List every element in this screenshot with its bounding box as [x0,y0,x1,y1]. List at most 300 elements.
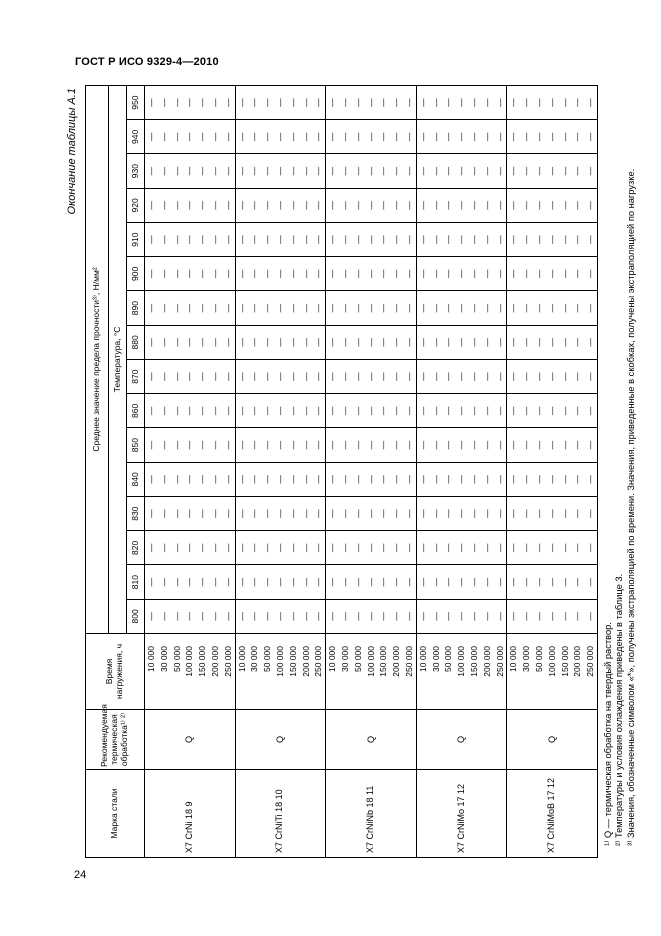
value-cell: — [403,257,416,291]
value-cell: — [416,428,429,462]
value-cell: — [468,497,481,531]
value-cell: — [287,120,300,154]
value-cell: — [546,599,559,633]
value-cell: — [468,85,481,119]
temp-header-cell: 850 [127,428,145,462]
value-cell: — [196,85,209,119]
value-cell: — [403,428,416,462]
value-cell: — [248,291,261,325]
value-cell: — [248,428,261,462]
value-cell: — [158,154,171,188]
value-cell: — [533,428,546,462]
value-cell: — [455,360,468,394]
value-cell: — [145,325,158,359]
value-cell: — [390,360,403,394]
value-cell: — [222,325,235,359]
value-cell: — [209,462,222,496]
value-cell: — [416,120,429,154]
value-cell: — [274,154,287,188]
time-cell: 200 000 [390,634,403,710]
value-cell: — [494,188,507,222]
steel-grade-cell: X7 CrNi 18 9 [145,770,236,858]
value-cell: — [183,497,196,531]
value-cell: — [196,360,209,394]
value-cell: — [390,531,403,565]
value-cell: — [494,325,507,359]
value-cell: — [468,394,481,428]
temp-header-cell: 900 [127,257,145,291]
value-cell: — [365,188,378,222]
value-cell: — [546,360,559,394]
rotated-table-block [66,86,650,858]
value-cell: — [507,223,520,257]
treatment-cell: Q [326,710,417,770]
value-cell: — [468,360,481,394]
value-cell: — [571,257,584,291]
value-cell: — [274,223,287,257]
value-cell: — [145,428,158,462]
treatment-cell: Q [416,710,507,770]
value-cell: — [312,120,325,154]
value-cell: — [287,565,300,599]
value-cell: — [145,223,158,257]
value-cell: — [326,394,339,428]
value-cell: — [209,257,222,291]
value-cell: — [571,531,584,565]
value-cell: — [468,154,481,188]
value-cell: — [481,497,494,531]
time-cell: 200 000 [209,634,222,710]
value-cell: — [390,291,403,325]
value-cell: — [158,394,171,428]
value-cell: — [533,291,546,325]
value-cell: — [235,531,248,565]
footnote-item: ³⁾ Значения, обозначенные символом «*», получены экстраполяцией по времени. Значения, приведенные в скобках, получены экстраполяцией по нагрузке. [625,168,636,846]
value-cell: — [248,85,261,119]
value-cell: — [300,394,313,428]
page-number: 24 [74,869,87,881]
value-cell: — [571,120,584,154]
value-cell: — [481,291,494,325]
value-cell: — [416,325,429,359]
value-cell: — [377,257,390,291]
time-cell: 250 000 [403,634,416,710]
value-cell: — [196,325,209,359]
value-cell: — [209,120,222,154]
value-cell: — [430,325,443,359]
value-cell: — [520,428,533,462]
value-cell: — [546,394,559,428]
value-cell: — [261,120,274,154]
value-cell: — [365,154,378,188]
value-cell: — [326,257,339,291]
value-cell: — [196,154,209,188]
value-cell: — [209,394,222,428]
value-cell: — [533,223,546,257]
value-cell: — [494,462,507,496]
value-cell: — [416,257,429,291]
value-cell: — [171,257,184,291]
value-cell: — [546,497,559,531]
table-row [507,85,520,857]
value-cell: — [209,360,222,394]
value-cell: — [196,188,209,222]
value-cell: — [494,531,507,565]
value-cell: — [300,154,313,188]
value-cell: — [339,360,352,394]
value-cell: — [196,120,209,154]
value-cell: — [261,223,274,257]
value-cell: — [377,154,390,188]
time-cell: 30 000 [248,634,261,710]
footnote-item: ²⁾ Температуры и условия охлаждения приведены в таблице 3. [614,573,625,846]
value-cell: — [183,257,196,291]
heat-treatment-header: Рекомендуемая термическая обработка¹⁾ ²⁾ [86,710,145,770]
value-cell: — [507,120,520,154]
value-cell: — [287,599,300,633]
value-cell: — [377,462,390,496]
value-cell: — [584,599,597,633]
value-cell: — [287,325,300,359]
value-cell: — [571,599,584,633]
value-cell: — [352,531,365,565]
value-cell: — [430,497,443,531]
value-cell: — [183,565,196,599]
value-cell: — [274,325,287,359]
value-cell: — [403,291,416,325]
value-cell: — [287,394,300,428]
value-cell: — [546,325,559,359]
value-cell: — [287,531,300,565]
time-cell: 10 000 [145,634,158,710]
value-cell: — [430,85,443,119]
value-cell: — [365,428,378,462]
value-cell: — [584,565,597,599]
value-cell: — [507,599,520,633]
value-cell: — [158,85,171,119]
table-header [86,85,145,857]
value-cell: — [352,120,365,154]
value-cell: — [507,360,520,394]
value-cell: — [430,188,443,222]
value-cell: — [300,360,313,394]
value-cell: — [390,428,403,462]
value-cell: — [235,291,248,325]
value-cell: — [494,394,507,428]
value-cell: — [326,360,339,394]
value-cell: — [222,565,235,599]
value-cell: — [533,257,546,291]
value-cell: — [520,291,533,325]
value-cell: — [222,599,235,633]
value-cell: — [261,188,274,222]
value-cell: — [158,565,171,599]
value-cell: — [584,257,597,291]
value-cell: — [416,188,429,222]
value-cell: — [274,462,287,496]
value-cell: — [455,428,468,462]
value-cell: — [365,223,378,257]
value-cell: — [248,188,261,222]
value-cell: — [274,394,287,428]
load-time-header: Время нагружения, ч [86,634,145,710]
steel-grade-cell: X7 CrNiMoB 17 12 [507,770,598,858]
value-cell: — [584,154,597,188]
value-cell: — [365,120,378,154]
value-cell: — [546,565,559,599]
time-cell: 100 000 [546,634,559,710]
value-cell: — [339,394,352,428]
value-cell: — [507,394,520,428]
value-cell: — [235,120,248,154]
time-cell: 30 000 [520,634,533,710]
value-cell: — [559,599,572,633]
value-cell: — [377,85,390,119]
value-cell: — [326,531,339,565]
value-cell: — [222,188,235,222]
value-cell: — [261,85,274,119]
value-cell: — [559,188,572,222]
time-cell: 200 000 [300,634,313,710]
temp-header-cell: 920 [127,188,145,222]
value-cell: — [183,291,196,325]
value-cell: — [390,462,403,496]
value-cell: — [365,599,378,633]
value-cell: — [339,599,352,633]
value-cell: — [455,257,468,291]
value-cell: — [235,257,248,291]
value-cell: — [274,599,287,633]
value-cell: — [145,291,158,325]
value-cell: — [235,85,248,119]
value-cell: — [520,394,533,428]
value-cell: — [377,428,390,462]
value-cell: — [481,531,494,565]
value-cell: — [274,565,287,599]
value-cell: — [416,462,429,496]
time-cell: 30 000 [339,634,352,710]
value-cell: — [261,462,274,496]
value-cell: — [442,462,455,496]
value-cell: — [300,188,313,222]
value-cell: — [403,531,416,565]
table-row [145,85,158,857]
value-cell: — [494,154,507,188]
value-cell: — [403,120,416,154]
value-cell: — [559,565,572,599]
value-cell: — [145,360,158,394]
value-cell: — [183,428,196,462]
value-cell: — [559,325,572,359]
value-cell: — [481,565,494,599]
value-cell: — [416,85,429,119]
value-cell: — [559,531,572,565]
value-cell: — [520,120,533,154]
value-cell: — [339,154,352,188]
value-cell: — [171,565,184,599]
value-cell: — [507,188,520,222]
temp-header-cell: 930 [127,154,145,188]
value-cell: — [571,85,584,119]
value-cell: — [468,188,481,222]
temp-header-cell: 950 [127,85,145,119]
value-cell: — [403,599,416,633]
value-cell: — [352,154,365,188]
value-cell: — [158,531,171,565]
time-cell: 100 000 [455,634,468,710]
value-cell: — [520,188,533,222]
value-cell: — [455,85,468,119]
value-cell: — [455,325,468,359]
time-cell: 10 000 [507,634,520,710]
value-cell: — [403,497,416,531]
value-cell: — [248,565,261,599]
value-cell: — [158,462,171,496]
value-cell: — [158,360,171,394]
value-cell: — [158,188,171,222]
steel-grade-header: Марка стали [86,770,145,858]
value-cell: — [235,223,248,257]
value-cell: — [300,85,313,119]
value-cell: — [171,120,184,154]
value-cell: — [571,223,584,257]
temp-header-cell: 800 [127,599,145,633]
value-cell: — [571,565,584,599]
value-cell: — [559,462,572,496]
value-cell: — [403,360,416,394]
value-cell: — [235,394,248,428]
value-cell: — [183,85,196,119]
value-cell: — [584,462,597,496]
value-cell: — [274,531,287,565]
value-cell: — [209,565,222,599]
value-cell: — [507,325,520,359]
value-cell: — [533,85,546,119]
value-cell: — [339,120,352,154]
temp-header-cell: 810 [127,565,145,599]
value-cell: — [235,599,248,633]
value-cell: — [559,154,572,188]
value-cell: — [365,497,378,531]
value-cell: — [248,257,261,291]
value-cell: — [584,428,597,462]
value-cell: — [520,223,533,257]
time-cell: 100 000 [274,634,287,710]
value-cell: — [183,188,196,222]
value-cell: — [352,599,365,633]
value-cell: — [442,497,455,531]
value-cell: — [559,257,572,291]
value-cell: — [352,497,365,531]
value-cell: — [507,565,520,599]
value-cell: — [365,462,378,496]
value-cell: — [390,120,403,154]
value-cell: — [248,154,261,188]
value-cell: — [261,257,274,291]
time-cell: 150 000 [559,634,572,710]
value-cell: — [352,85,365,119]
time-cell: 200 000 [571,634,584,710]
value-cell: — [209,223,222,257]
value-cell: — [326,462,339,496]
value-cell: — [442,85,455,119]
temperature-header: Температура, °С [109,85,127,633]
value-cell: — [312,394,325,428]
value-cell: — [274,497,287,531]
steel-grade-cell: X7 CrNiNb 18 11 [326,770,417,858]
footnotes [603,86,637,858]
value-cell: — [365,394,378,428]
value-cell: — [546,85,559,119]
value-cell: — [481,85,494,119]
value-cell: — [403,565,416,599]
value-cell: — [312,188,325,222]
value-cell: — [171,325,184,359]
value-cell: — [209,325,222,359]
time-cell: 30 000 [430,634,443,710]
value-cell: — [430,223,443,257]
value-cell: — [171,599,184,633]
treatment-cell: Q [507,710,598,770]
value-cell: — [326,223,339,257]
value-cell: — [248,360,261,394]
value-cell: — [235,154,248,188]
value-cell: — [390,223,403,257]
value-cell: — [442,325,455,359]
strength-header: Среднее значение предела прочности³⁾, Н/мм² [86,85,109,633]
value-cell: — [494,120,507,154]
value-cell: — [183,120,196,154]
value-cell: — [326,497,339,531]
table-row [416,85,429,857]
value-cell: — [559,85,572,119]
value-cell: — [494,599,507,633]
value-cell: — [248,394,261,428]
table-row [235,85,248,857]
value-cell: — [520,257,533,291]
table-row [326,85,339,857]
value-cell: — [261,360,274,394]
value-cell: — [222,531,235,565]
value-cell: — [326,599,339,633]
value-cell: — [145,462,158,496]
value-cell: — [468,120,481,154]
value-cell: — [494,291,507,325]
value-cell: — [442,120,455,154]
value-cell: — [403,325,416,359]
value-cell: — [533,154,546,188]
value-cell: — [145,154,158,188]
time-cell: 50 000 [442,634,455,710]
value-cell: — [416,599,429,633]
value-cell: — [352,188,365,222]
value-cell: — [430,257,443,291]
value-cell: — [442,394,455,428]
value-cell: — [158,257,171,291]
value-cell: — [533,120,546,154]
value-cell: — [196,565,209,599]
treatment-cell: Q [145,710,236,770]
value-cell: — [571,428,584,462]
value-cell: — [546,188,559,222]
value-cell: — [481,154,494,188]
value-cell: — [196,428,209,462]
value-cell: — [377,497,390,531]
value-cell: — [274,85,287,119]
value-cell: — [365,565,378,599]
value-cell: — [209,428,222,462]
value-cell: — [352,462,365,496]
